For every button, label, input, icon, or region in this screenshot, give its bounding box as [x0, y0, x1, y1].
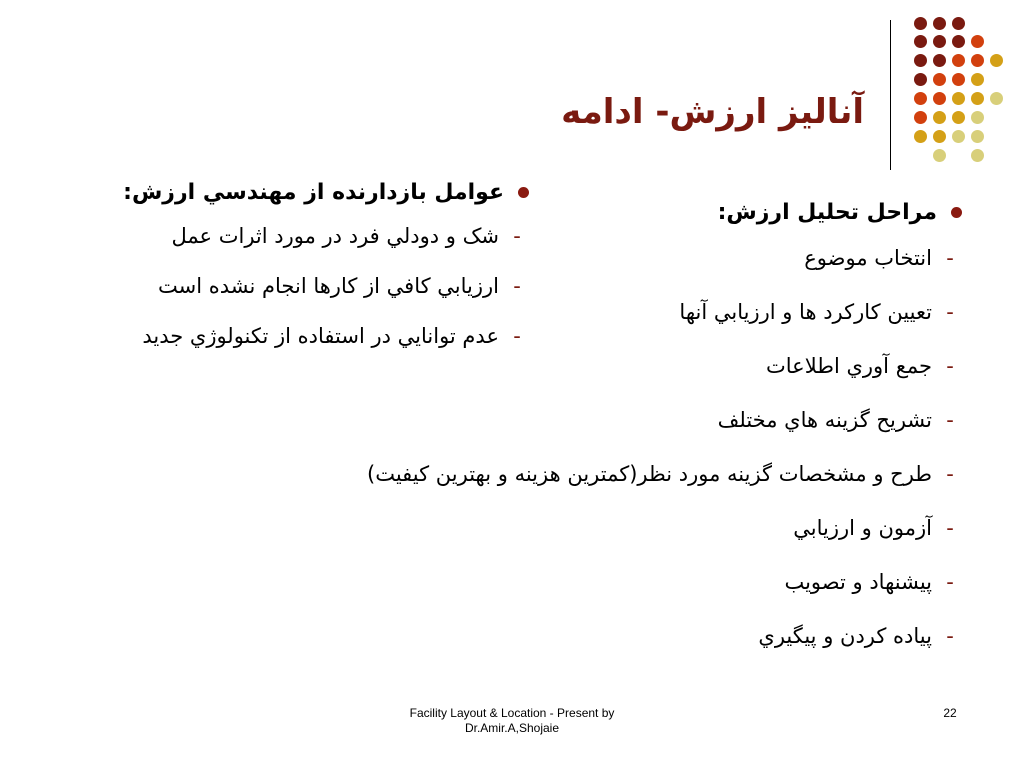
dot [914, 54, 927, 67]
list-item [222, 609, 962, 663]
dot [914, 111, 927, 124]
inhibiting-factors [39, 180, 529, 361]
list-item [39, 211, 529, 261]
factors-heading [39, 180, 529, 205]
page-number: 22 [943, 706, 957, 720]
footer-line-1: Facility Layout & Location - Present by [409, 706, 615, 720]
dot [990, 92, 1003, 105]
dot [952, 54, 965, 67]
factors-heading-text: عوامل بازدارنده از مهندسي ارزش: [123, 180, 504, 205]
list-item-text: عدم توانايي در استفاده از تکنولوژي جديد [142, 324, 499, 348]
dash-icon: - [513, 324, 521, 348]
dash-icon: - [946, 354, 954, 378]
list-item [222, 447, 962, 501]
dash-icon: - [946, 408, 954, 432]
dash-icon: - [946, 462, 954, 486]
dot [933, 130, 946, 143]
list-item-text: شک و دودلي فرد در مورد اثرات عمل [171, 224, 499, 248]
dot [914, 130, 927, 143]
dot [971, 54, 984, 67]
dot [952, 73, 965, 86]
dot [914, 73, 927, 86]
dash-icon: - [946, 624, 954, 648]
dot [971, 111, 984, 124]
dot [933, 17, 946, 30]
dot [990, 54, 1003, 67]
dot [914, 92, 927, 105]
dot [933, 54, 946, 67]
list-item-text: طرح و مشخصات گزينه مورد نظر(کمترين هزينه و بهترين کيفيت) [367, 462, 932, 486]
title-divider-line [890, 20, 891, 170]
dot [971, 149, 984, 162]
dot [952, 17, 965, 30]
list-item-text: تشريح گزينه هاي مختلف [717, 408, 932, 432]
list-item-text: جمع آوري اطلاعات [766, 354, 932, 378]
list-item [222, 555, 962, 609]
dash-icon: - [946, 516, 954, 540]
dot [933, 35, 946, 48]
list-item-text: انتخاب موضوع [804, 246, 932, 270]
list-item [222, 501, 962, 555]
dot [914, 35, 927, 48]
dot [952, 130, 965, 143]
list-item-text: ارزيابي کافي از کارها انجام نشده است [158, 274, 499, 298]
dot [971, 130, 984, 143]
slide-title: آناليز ارزش- ادامه [561, 92, 864, 132]
dash-icon: - [946, 300, 954, 324]
list-item [222, 393, 962, 447]
dot [971, 73, 984, 86]
dot [971, 92, 984, 105]
list-item [39, 311, 529, 361]
dot [933, 73, 946, 86]
steps-heading-text: مراحل تحليل ارزش: [717, 200, 937, 225]
decorative-dot-grid [0, 0, 1024, 200]
list-item-text: تعيين کارکرد ها و ارزيابي آنها [679, 300, 932, 324]
bullet-icon [518, 187, 529, 198]
list-item [39, 261, 529, 311]
dash-icon: - [513, 224, 521, 248]
dot [952, 111, 965, 124]
dot [933, 149, 946, 162]
dash-icon: - [946, 246, 954, 270]
dot [914, 17, 927, 30]
dot [933, 92, 946, 105]
dot [971, 35, 984, 48]
dash-icon: - [513, 274, 521, 298]
dash-icon: - [946, 570, 954, 594]
footer-credit [362, 706, 662, 736]
list-item-text: پيشنهاد و تصويب [784, 570, 932, 594]
dot [933, 111, 946, 124]
list-item-text: پياده کردن و پيگيري [758, 624, 932, 648]
dot [952, 92, 965, 105]
footer-line-2: Dr.Amir.A,Shojaie [464, 721, 560, 735]
list-item-text: آزمون و ارزيابي [793, 516, 932, 540]
bullet-icon [951, 207, 962, 218]
dot [952, 35, 965, 48]
